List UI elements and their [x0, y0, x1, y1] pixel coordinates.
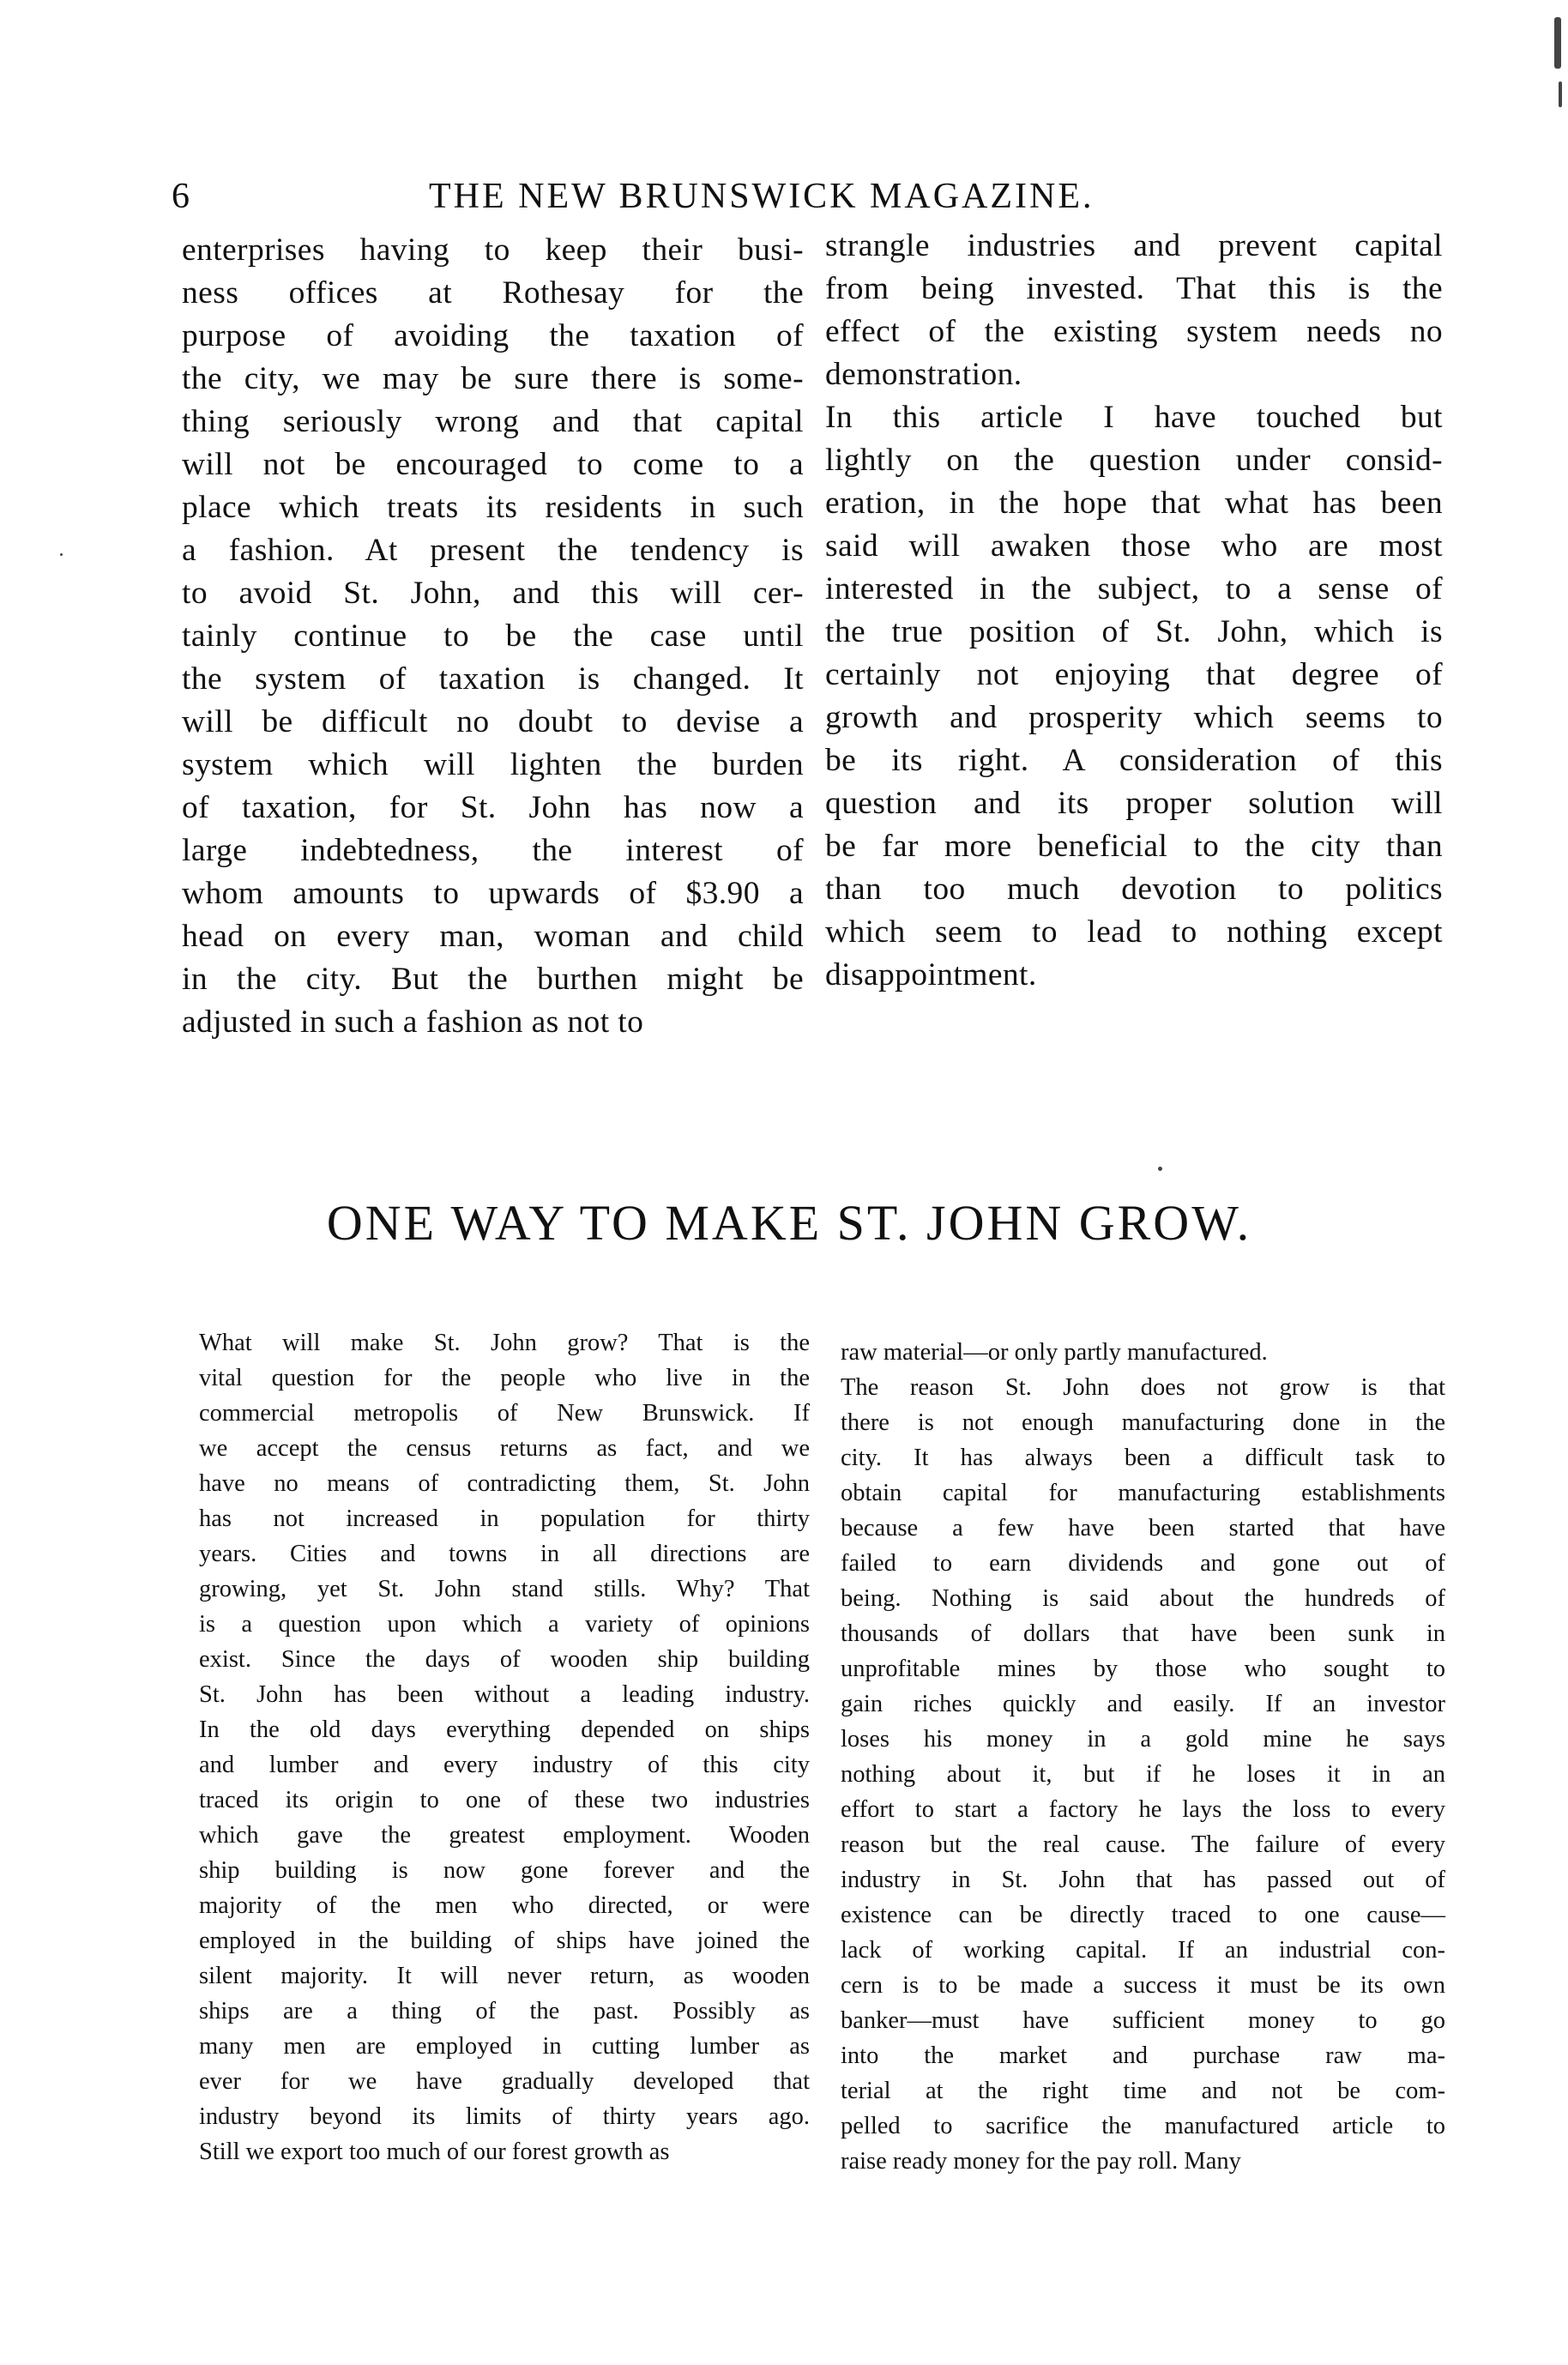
- text-line: cern is to be made a success it must be its own: [841, 1972, 1445, 1999]
- text-line: because a few have been started that have: [841, 1515, 1445, 1541]
- text-line: ships are a thing of the past. Possibly as: [199, 1998, 810, 2024]
- text-line: strangle industries and prevent capital: [825, 228, 1443, 263]
- text-line: have no means of contradicting them, St. John: [199, 1470, 810, 1497]
- text-line: there is not enough manufacturing done in the: [841, 1409, 1445, 1436]
- text-line: place which treats its residents in such: [182, 490, 804, 525]
- magazine-title: THE NEW BRUNSWICK MAGAZINE.: [429, 177, 1095, 216]
- text-line: the system of taxation is changed. It: [182, 661, 804, 697]
- text-line: demonstration.: [825, 357, 1022, 392]
- text-line: said will awaken those who are most: [825, 528, 1443, 564]
- text-line: head on every man, woman and child: [182, 919, 804, 954]
- text-line: to avoid St. John, and this will cer-: [182, 576, 804, 611]
- text-line: raise ready money for the pay roll. Many: [841, 2148, 1241, 2175]
- text-line: In this article I have touched but: [825, 400, 1443, 435]
- text-line: and lumber and every industry of this city: [199, 1752, 810, 1778]
- text-line: lightly on the question under consid-: [825, 443, 1443, 478]
- text-line: disappointment.: [825, 957, 1037, 992]
- text-line: St. John has been without a leading industry.: [199, 1681, 810, 1708]
- page-number: 6: [172, 177, 190, 216]
- text-line: failed to earn dividends and gone out of: [841, 1550, 1445, 1577]
- text-line: purpose of avoiding the taxation of: [182, 318, 804, 353]
- text-line: banker—must have sufficient money to go: [841, 2007, 1445, 2034]
- text-line: employed in the building of ships have joined the: [199, 1928, 810, 1954]
- text-line: industry in St. John that has passed out of: [841, 1867, 1445, 1893]
- text-line: than too much devotion to politics: [825, 872, 1443, 907]
- text-line: silent majority. It will never return, as wooden: [199, 1963, 810, 1989]
- article-left-column: [199, 1325, 810, 2169]
- text-line: in the city. But the burthen might be: [182, 962, 804, 997]
- running-head: [172, 176, 1390, 227]
- text-line: of taxation, for St. John has now a: [182, 790, 804, 825]
- text-line: the true position of St. John, which is: [825, 614, 1443, 649]
- text-line: into the market and purchase raw ma-: [841, 2042, 1445, 2069]
- text-line: enterprises having to keep their busi-: [182, 232, 804, 268]
- text-line: city. It has always been a difficult task to: [841, 1445, 1445, 1471]
- article-title: ONE WAY TO MAKE ST. JOHN GROW.: [326, 1195, 1252, 1251]
- text-line: a fashion. At present the tendency is: [182, 533, 804, 568]
- text-line: question and its proper solution will: [825, 786, 1443, 821]
- text-line: The reason St. John does not grow is that: [841, 1374, 1445, 1401]
- text-line: loses his money in a gold mine he says: [841, 1726, 1445, 1753]
- text-line: has not increased in population for thirty: [199, 1505, 810, 1532]
- text-line: certainly not enjoying that degree of: [825, 657, 1443, 692]
- text-line: which seem to lead to nothing except: [825, 914, 1443, 950]
- text-line: obtain capital for manufacturing establishments: [841, 1480, 1445, 1506]
- text-line: lack of working capital. If an industrial con-: [841, 1937, 1445, 1964]
- text-line: many men are employed in cutting lumber as: [199, 2033, 810, 2060]
- top-right-column: [825, 225, 1443, 997]
- text-line: the city, we may be sure there is some-: [182, 361, 804, 396]
- text-line: reason but the real cause. The failure of every: [841, 1831, 1445, 1858]
- text-line: thousands of dollars that have been sunk in: [841, 1620, 1445, 1647]
- top-left-column: [182, 229, 804, 1044]
- text-line: pelled to sacrifice the manufactured article to: [841, 2113, 1445, 2139]
- text-line: adjusted in such a fashion as not to: [182, 1005, 644, 1040]
- text-line: whom amounts to upwards of $3.90 a: [182, 876, 804, 911]
- text-line: eration, in the hope that what has been: [825, 486, 1443, 521]
- text-line: exist. Since the days of wooden ship building: [199, 1646, 810, 1673]
- text-line: vital question for the people who live in the: [199, 1365, 810, 1391]
- text-line: interested in the subject, to a sense of: [825, 571, 1443, 606]
- text-line: which gave the greatest employment. Wooden: [199, 1822, 810, 1849]
- text-line: commercial metropolis of New Brunswick. If: [199, 1400, 810, 1427]
- text-line: terial at the right time and not be com-: [841, 2078, 1445, 2104]
- text-line: growing, yet St. John stand stills. Why? That: [199, 1576, 810, 1602]
- ink-speck: [1559, 81, 1562, 107]
- text-line: ship building is now gone forever and the: [199, 1857, 810, 1884]
- text-line: gain riches quickly and easily. If an investor: [841, 1691, 1445, 1717]
- ink-speck: [1554, 17, 1561, 69]
- text-line: ever for we have gradually developed that: [199, 2068, 810, 2095]
- text-line: growth and prosperity which seems to: [825, 700, 1443, 735]
- text-line: will be difficult no doubt to devise a: [182, 704, 804, 739]
- text-line: What will make St. John grow? That is the: [199, 1330, 810, 1356]
- text-line: Still we export too much of our forest growth as: [199, 2139, 670, 2165]
- text-line: unprofitable mines by those who sought to: [841, 1656, 1445, 1682]
- text-line: effect of the existing system needs no: [825, 314, 1443, 349]
- text-line: traced its origin to one of these two industries: [199, 1787, 810, 1813]
- text-line: raw material—or only partly manufactured.: [841, 1339, 1268, 1366]
- text-line: be its right. A consideration of this: [825, 743, 1443, 778]
- text-line: In the old days everything depended on ships: [199, 1716, 810, 1743]
- text-line: ness offices at Rothesay for the: [182, 275, 804, 311]
- text-line: be far more beneficial to the city than: [825, 829, 1443, 864]
- text-line: being. Nothing is said about the hundreds of: [841, 1585, 1445, 1612]
- text-line: from being invested. That this is the: [825, 271, 1443, 306]
- ink-speck: [60, 553, 63, 556]
- text-line: will not be encouraged to come to a: [182, 447, 804, 482]
- text-line: system which will lighten the burden: [182, 747, 804, 782]
- text-line: tainly continue to be the case until: [182, 618, 804, 654]
- text-line: industry beyond its limits of thirty years ago.: [199, 2103, 810, 2130]
- text-line: effort to start a factory he lays the loss to every: [841, 1796, 1445, 1823]
- text-line: we accept the census returns as fact, and we: [199, 1435, 810, 1462]
- text-line: years. Cities and towns in all directions are: [199, 1541, 810, 1567]
- text-line: thing seriously wrong and that capital: [182, 404, 804, 439]
- ink-speck: [1158, 1167, 1162, 1171]
- text-line: existence can be directly traced to one cause—: [841, 1902, 1445, 1928]
- text-line: majority of the men who directed, or were: [199, 1892, 810, 1919]
- text-line: is a question upon which a variety of opinions: [199, 1611, 810, 1638]
- article-right-column: [841, 1335, 1445, 2179]
- text-line: nothing about it, but if he loses it in an: [841, 1761, 1445, 1788]
- text-line: large indebtedness, the interest of: [182, 833, 804, 868]
